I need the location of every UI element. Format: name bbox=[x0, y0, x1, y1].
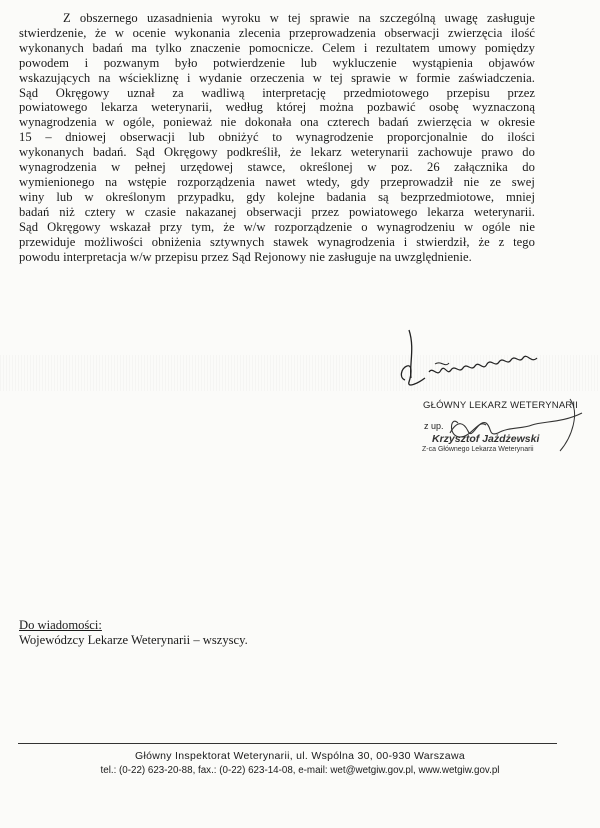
body-line: wykonanych badań. Sąd Okręgowy podkreślił, że lekarz weterynarii zachowuje prawo do bbox=[19, 145, 535, 160]
body-line: wskazujących na wściekliznę i wydanie orzeczenia w tej sprawie w formie zaświadczenia. bbox=[19, 70, 535, 85]
signatory-title: GŁÓWNY LEKARZ WETERYNARII bbox=[423, 400, 579, 411]
body-line: powiatowego lekarza weterynarii, według której można pozbawić osobę wyznaczoną bbox=[19, 100, 535, 115]
approval-handwriting-icon bbox=[395, 318, 595, 398]
body-line: wynagrodzenia w ogóle, ponieważ nie dokonała ona czterech badań zwierzęcia w okresie bbox=[19, 115, 535, 130]
body-line: Sąd Okręgowy uznał za wadliwą interpretację przedmiotowego przepisu przez bbox=[19, 85, 535, 100]
body-line: wymienionego na wstępie rozporządzenia nawet wtedy, gdy przeprowadził nie ze swej bbox=[19, 174, 535, 189]
body-line: Z obszernego uzasadnienia wyroku w tej sprawie na szczególną uwagę zasługuje bbox=[63, 11, 535, 25]
body-line: powodem i pozwanym było potwierdzenie lub wykluczenie wystąpienia objawów bbox=[19, 55, 535, 70]
body-line: Sąd Okręgowy wskazał przy tym, że w/w rozporządzenie o wynagrodzeniu w ogóle nie bbox=[19, 219, 535, 234]
body-paragraph bbox=[19, 11, 535, 264]
body-line: badań niż cztery w czasie nakazanej obserwacji przez powiatowego lekarza weterynarii. bbox=[19, 204, 535, 219]
signatory-name: Krzysztof Jażdżewski bbox=[432, 433, 540, 445]
notice-heading: Do wiadomości: bbox=[19, 618, 102, 632]
notice-recipient: Wojewódzcy Lekarze Weterynarii – wszyscy. bbox=[19, 633, 248, 647]
signatory-role: Z-ca Głównego Lekarza Weterynarii bbox=[422, 446, 534, 453]
body-line: winy lub w określonym przypadku, gdy kolejne badania są bezprzedmiotowe, mniej bbox=[19, 189, 535, 204]
body-line: powodu interpretacja w/w przepisu przez Sąd Rejonowy nie zasługuje na uwzględnienie. bbox=[19, 249, 472, 264]
body-line: wynagrodzenia w pełnej urzędowej stawce, określonej w poz. 26 załącznika do bbox=[19, 160, 535, 175]
body-line: 15 – dniowej obserwacji lub obniżyć to wynagrodzenie proporcjonalnie do ilości bbox=[19, 130, 535, 145]
footer-address: Główny Inspektorat Weterynarii, ul. Wspólna 30, 00-930 Warszawa bbox=[135, 750, 465, 762]
footer-contact: tel.: (0-22) 623-20-88, fax.: (0-22) 623-14-08, e-mail: wet@wetgiw.gov.pl, www.wetgiw.gov.pl bbox=[100, 765, 500, 776]
body-line: wykonanych badań ma tylko znaczenie pomocnicze. Celem i rezultatem umowy pomiędzy bbox=[19, 40, 535, 55]
body-line: przewiduje możliwości obniżenia sztywnych stawek wynagrodzenia i stwierdził, że z tego bbox=[19, 234, 535, 249]
body-line: stwierdzenie, że w ocenie wykonania zlecenia przeprowadzenia obserwacji zwierzęcia ilość bbox=[19, 25, 535, 40]
footer-divider bbox=[18, 743, 557, 744]
signatory-zup: z up. bbox=[424, 421, 444, 431]
